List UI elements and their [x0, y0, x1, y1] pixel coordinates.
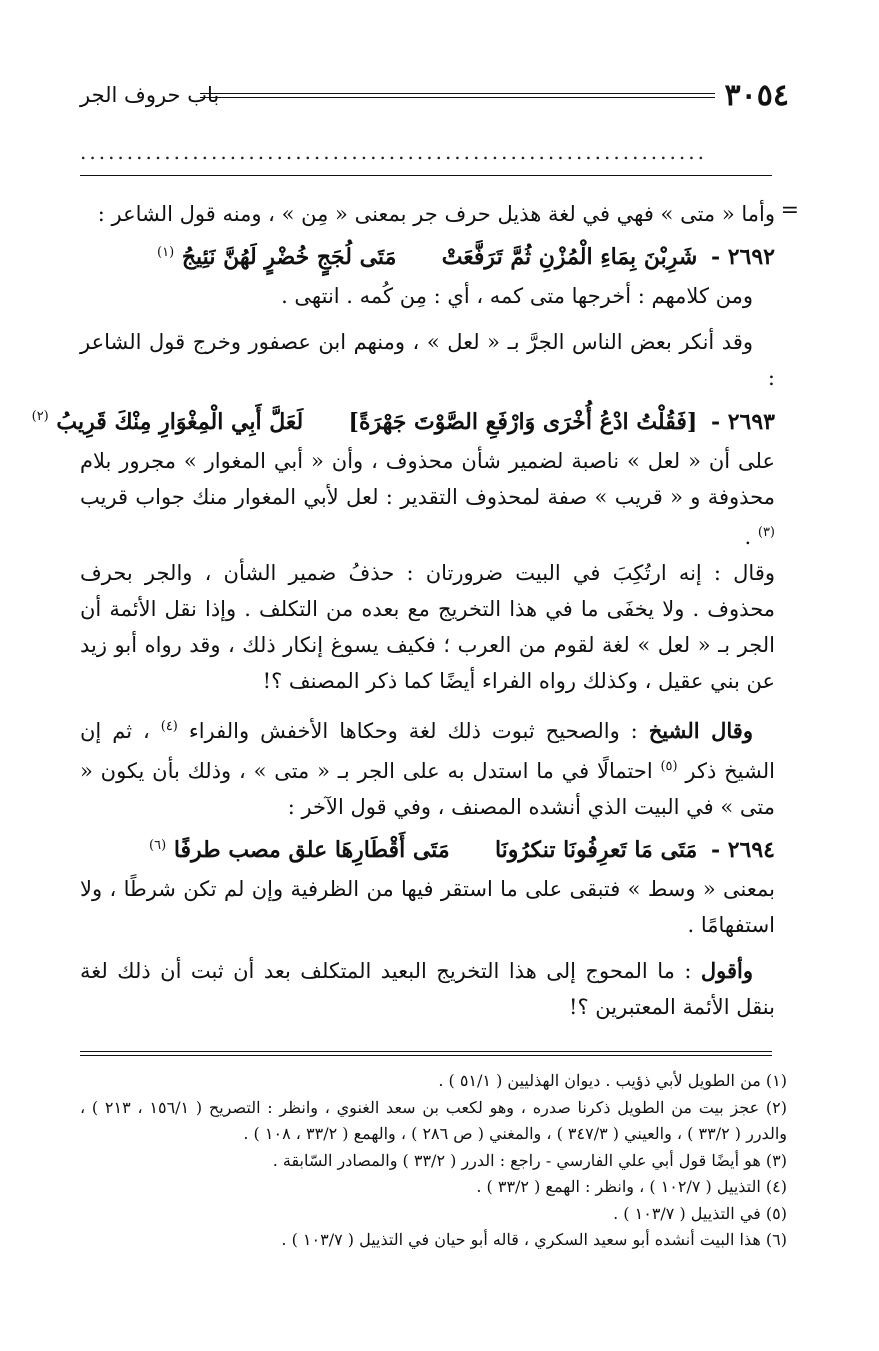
verse-number: ٢٦٩٣ - — [710, 408, 775, 435]
footnote-separator — [80, 1051, 772, 1052]
footnote-1: (١) من الطويل لأبي ذؤيب . ديوان الهذليين ( ٥١/١ ) . — [438, 1071, 787, 1090]
footnote-ref: (٦) — [149, 837, 167, 853]
verse-2694 — [80, 825, 775, 871]
paragraph-4-text: على أن « لعل » ناصبة لضمير شأن محذوف ، وأن « أبي المغوار » مجرور بلام محذوفة و « قريب » صفة لمحذوف التقدير : لعل لأبي المغوار منك جواب قريب — [80, 448, 775, 509]
verse-2692 — [80, 232, 775, 278]
footnote-5: (٥) في التذييل ( ١٠٣/٧ ) . — [613, 1203, 787, 1223]
dotted-separator: ................................................................... — [80, 140, 707, 162]
paragraph-4-end: . — [744, 524, 758, 549]
verse-number: ٢٦٩٤ - — [710, 836, 775, 863]
paragraph-6-a: : والصحيح ثبوت ذلك لغة وحكاها الأخفش والفراء — [177, 718, 649, 743]
paragraph-5: وقال : إنه ارتُكِبَ في البيت ضرورتان : حذفُ ضمير الشأن ، والجر بحرف محذوف . ولا يخفَى ما في هذا التخريج مع بعده من التكلف . وإذا نقل الأئمة أن الجر بـ « لعل » لغة لقوم من العرب ؛ فكيف يسوغ إنكار ذلك ، وقد رواه أبو زيد عن بني عقيل ، وكذلك رواه الفراء أيضًا كما ذكر المصنف ؟! — [80, 560, 775, 693]
paragraph-8-lead: وأقول — [700, 957, 753, 983]
paragraph-6-lead: وقال الشيخ — [648, 717, 753, 743]
page-header — [80, 78, 789, 118]
paragraph-6 — [80, 709, 775, 825]
paragraph-4 — [80, 443, 775, 555]
paragraph-3: وقد أنكر بعض الناس الجرَّ بـ « لعل » ، ومنهم ابن عصفور وخرج قول الشاعر : — [80, 330, 775, 391]
verse-first-half: مَتَى مَا تَعرِفُونَا تنكرُونَا — [494, 836, 698, 863]
footnote-2: (٢) عجز بيت من الطويل ذكرنا صدره ، وهو لكعب بن سعد الغنوي ، وانظر : التصريح ( ١٥٦/١ ، ٢١٣ ) ، والدرر ( ٣٣/٢ ) ، والعيني ( ٣٤٧/٣ ) ، والمغني ( ص ٢٨٦ ) ، والهمع ( ٣٣/٢ ، ١٠٨ ) . — [80, 1097, 788, 1143]
footnotes — [80, 1068, 787, 1254]
page-number: ٣٠٥٤ — [724, 78, 789, 113]
main-text — [31, 196, 775, 1025]
footnote-ref: (٤) — [160, 718, 178, 734]
paragraph-6-c: احتمالًا في ما استدل به على الجر بـ « متى » ، وذلك بأن يكون « متى » في البيت الذي أنشده المصنف ، وفي قول الآخر : — [80, 758, 775, 819]
footnote-ref: (٣) — [757, 524, 775, 540]
verse-first-half: [فَقُلْتُ ادْعُ أُخْرَى وَارْفَعِ الصَّوْتَ جَهْرَةً] — [348, 408, 698, 435]
footnote-3: (٣) هو أيضًا قول أبي علي الفارسي - راجع : الدرر ( ٣٣/٢ ) والمصادر السّابقة . — [272, 1150, 787, 1170]
footnote-ref: (٥) — [660, 758, 678, 774]
verse-second-half: مَتَى أَقْطَارِهَا علق مصب طرفًا — [173, 836, 450, 863]
verse-second-half: مَتَى لُجَجٍ خُضْرٍ لَهُنَّ نَئِيجُ — [181, 244, 397, 271]
verse-number: ٢٦٩٢ - — [710, 244, 775, 271]
verse-second-half: لَعَلَّ أَبِي الْمِغْوَارِ مِنْكَ قَرِيبُ — [56, 408, 304, 435]
paragraph-1: وأما « متى » فهي في لغة هذيل حرف جر بمعنى « مِن » ، ومنه قول الشاعر : — [97, 202, 775, 226]
paragraph-6-b: ، ثم إن الشيخ ذكر — [80, 718, 775, 783]
chapter-title: باب حروف الجر — [80, 83, 220, 107]
paragraph-8 — [80, 953, 775, 1025]
paragraph-2: ومن كلامهم : أخرجها متى كمه ، أي : مِن كُمه . انتهى . — [281, 284, 753, 309]
paragraph-7: بمعنى « وسط » فتبقى على ما استقر فيها من الظرفية وإن لم تكن شرطًا ، ولا استفهامًا . — [80, 876, 775, 937]
footnote-ref: (١) — [157, 245, 175, 260]
continuation-mark: = — [780, 198, 799, 223]
verse-first-half: شَرِبْنَ بِمَاءِ الْمُزْنِ ثُمَّ تَرَفَّعَتْ — [441, 244, 698, 271]
footnote-6: (٦) هذا البيت أنشده أبو سعيد السكري ، قاله أبو حيان في التذييل ( ١٠٣/٧ ) . — [281, 1230, 787, 1249]
paragraph-8-text: : ما المحوج إلى هذا التخريج البعيد المتكلف بعد أن ثبت أن ذلك لغة بنقل الأئمة المعتبرين ؟! — [80, 958, 775, 1019]
footnote-4: (٤) التذييل ( ١٠٢/٧ ) ، وانظر : الهمع ( ٣٣/٢ ) . — [476, 1177, 787, 1196]
verse-2693 — [31, 396, 775, 442]
header-double-rule — [200, 93, 715, 94]
separator-rule — [80, 175, 772, 176]
footnote-ref: (٢) — [31, 409, 49, 425]
